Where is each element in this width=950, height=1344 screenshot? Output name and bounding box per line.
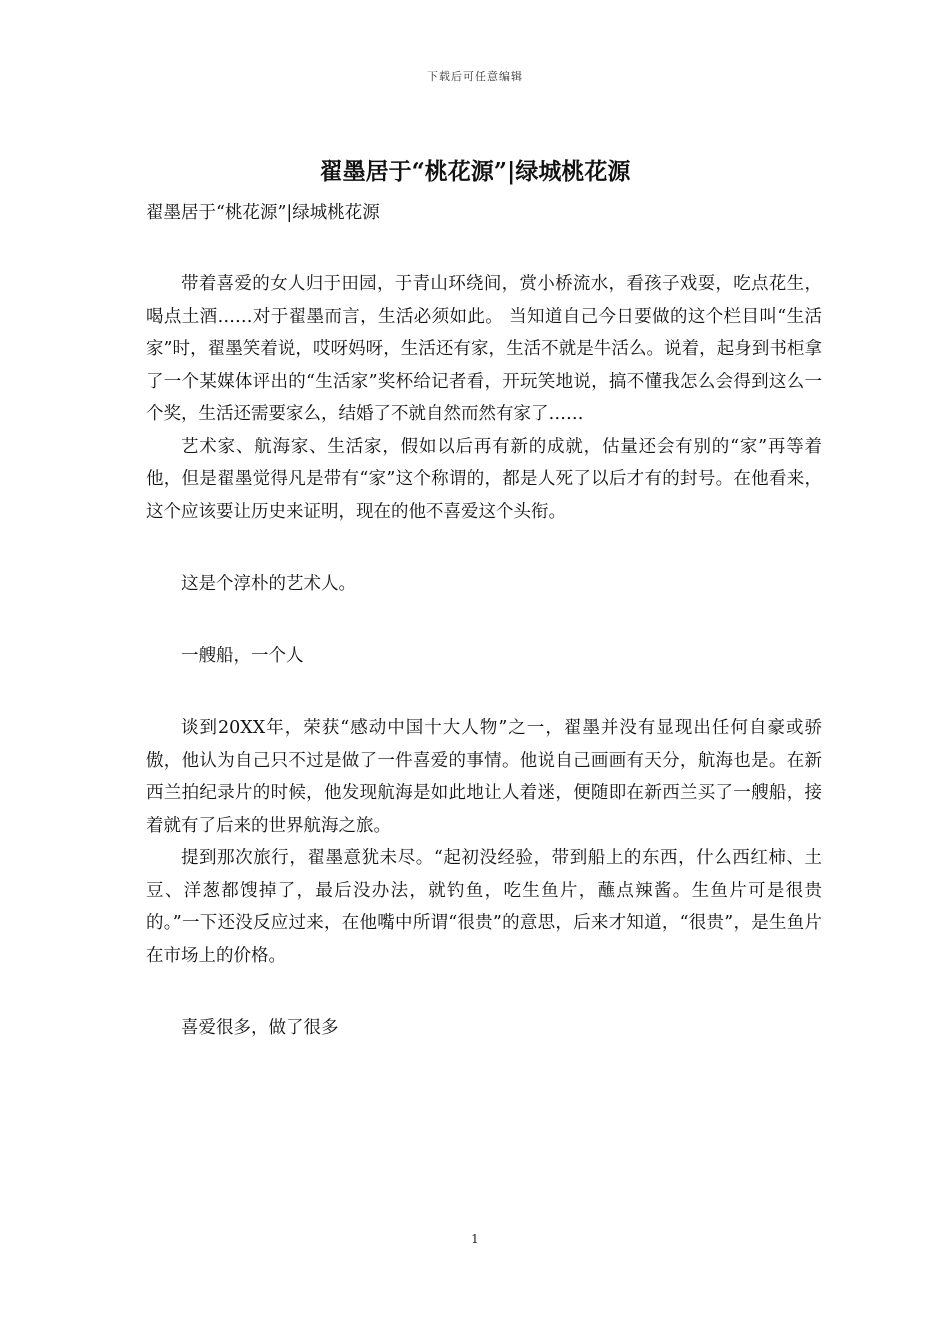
section-heading-one-boat: 一艘船，一个人 (181, 646, 304, 666)
page-number: 1 (471, 1232, 479, 1246)
paragraph-titles: 艺术家、航海家、生活家，假如以后再有新的成就，估量还会有别的“家”再等着他，但是翟墨觉得凡是带有“家”这个称谓的，都是人死了以后才有的封号。在他看来，这个应该要让历史来证明，现在的他不喜爱这个头衔。 (146, 436, 822, 522)
spacer (146, 228, 822, 268)
spacer (146, 672, 822, 712)
paragraph-award: 谈到20XX年，荣获“感动中国十大人物”之一，翟墨并没有显现出任何自豪或骄傲，他认为自己只不过是做了一件喜爱的事情。他说自己画画有天分，航海也是。在新西兰拍纪录片的时候，他发现航海是如此地让人着迷，便随即在新西兰买了一艘船，接着就有了后来的世界航海之旅。 (146, 718, 822, 836)
document-subtitle: 翟墨居于“桃花源”|绿城桃花源 (146, 203, 380, 223)
spacer (146, 600, 822, 640)
document-title: 翟墨居于“桃花源”|绿城桃花源 (319, 158, 631, 185)
section-heading-hobbies: 喜爱很多，做了很多 (181, 1018, 339, 1038)
paragraph-intro: 带着喜爱的女人归于田园，于青山环绕间，赏小桥流水，看孩子戏耍，吃点花生，喝点土酒……对于翟墨而言，生活必须如此。 当知道自己今日要做的这个栏目叫“生活家”时，翟墨笑着说，哎呀妈呀，生活还有家，生活不就是牛活么。说着，起身到书柜拿了一个某媒体评出的“生活家”奖杯给记者看，开玩笑地说，搞不懂我怎么会得到这么一个奖，生活还需要家么，结婚了不就自然而然有家了…… (146, 274, 822, 424)
paragraph-voyage: 提到那次旅行，翟墨意犹未尽。“起初没经验，带到船上的东西，什么西红柿、土豆、洋葱都馊掉了，最后没办法，就钓鱼，吃生鱼片，蘸点辣酱。生鱼片可是很贵的。”一下还没反应过来，在他嘴中所谓“很贵”的意思，后来才知道，“很贵”，是生鱼片在市场上的价格。 (146, 848, 822, 966)
spacer (146, 528, 822, 568)
document-body (146, 198, 822, 1044)
spacer (146, 972, 822, 1012)
paragraph-artist: 这是个淳朴的艺术人。 (181, 574, 356, 594)
header-note: 下载后可任意编辑 (427, 70, 523, 83)
